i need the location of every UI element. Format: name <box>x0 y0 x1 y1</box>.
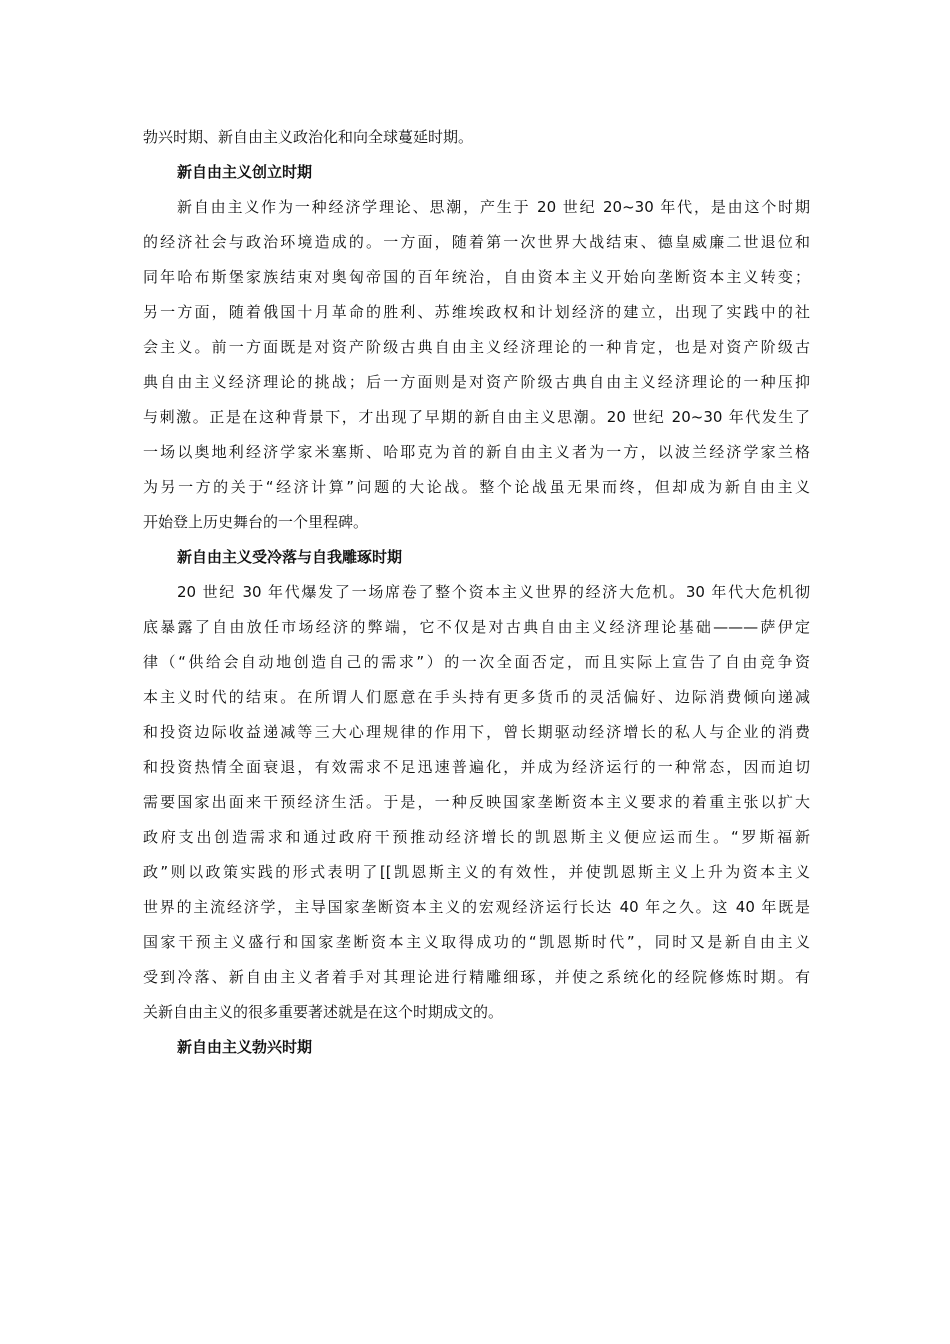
paragraph-line: 的经济社会与政治环境造成的。一方面，随着第一次世界大战结束、德皇威廉二世退位和 <box>143 233 810 251</box>
paragraph-line: 一场以奥地利经济学家米塞斯、哈耶克为首的新自由主义者为一方，以波兰经济学家兰格 <box>143 443 810 461</box>
paragraph-line: 需要国家出面来干预经济生活。于是，一种反映国家垄断资本主义要求的着重主张以扩大 <box>143 793 810 811</box>
paragraph-line: 典自由主义经济理论的挑战；后一方面则是对资产阶级古典自由主义经济理论的一种压抑 <box>143 373 810 391</box>
paragraph-line: 和投资热情全面衰退，有效需求不足迅速普遍化，并成为经济运行的一种常态，因而迫切 <box>143 758 810 776</box>
paragraph-line: 新自由主义作为一种经济学理论、思潮，产生于 20 世纪 20~30 年代，是由这个时期 <box>177 198 810 216</box>
paragraph-line: 政府支出创造需求和通过政府干预推动经济增长的凯恩斯主义便应运而生。“罗斯福新 <box>143 828 810 846</box>
paragraph-line: 受到冷落、新自由主义者着手对其理论进行精雕细琢，并使之系统化的经院修炼时期。有 <box>143 968 810 986</box>
paragraph-line: 开始登上历史舞台的一个里程碑。 <box>143 513 369 531</box>
paragraph-line: 底暴露了自由放任市场经济的弊端，它不仅是对古典自由主义经济理论基础———萨伊定 <box>143 618 810 636</box>
paragraph-line: 20 世纪 30 年代爆发了一场席卷了整个资本主义世界的经济大危机。30 年代大危机彻 <box>177 583 810 601</box>
document-body <box>143 120 810 1065</box>
paragraph-line: 本主义时代的结束。在所谓人们愿意在手头持有更多货币的灵活偏好、边际消费倾向递减 <box>143 688 810 706</box>
paragraph-line: 会主义。前一方面既是对资产阶级古典自由主义经济理论的一种肯定，也是对资产阶级古 <box>143 338 810 356</box>
paragraph-line: 为另一方的关于“经济计算”问题的大论战。整个论战虽无果而终，但却成为新自由主义 <box>143 478 810 496</box>
section-heading: 新自由主义创立时期 <box>177 163 313 181</box>
paragraph-line: 与刺激。正是在这种背景下，才出现了早期的新自由主义思潮。20 世纪 20~30 年代发生了 <box>143 408 810 426</box>
paragraph-line: 同年哈布斯堡家族结束对奥匈帝国的百年统治，自由资本主义开始向垄断资本主义转变； <box>143 268 810 286</box>
paragraph-line: 政”则以政策实践的形式表明了[[凯恩斯主义的有效性，并使凯恩斯主义上升为资本主义 <box>143 863 810 881</box>
paragraph-line: 关新自由主义的很多重要著述就是在这个时期成文的。 <box>143 1003 504 1021</box>
section-heading: 新自由主义受冷落与自我雕琢时期 <box>177 548 403 566</box>
paragraph-line: 国家干预主义盛行和国家垄断资本主义取得成功的“凯恩斯时代”，同时又是新自由主义 <box>143 933 810 951</box>
paragraph-line: 律（“供给会自动地创造自己的需求”）的一次全面否定，而且实际上宣告了自由竞争资 <box>143 653 810 671</box>
paragraph-line: 另一方面，随着俄国十月革命的胜利、苏维埃政权和计划经济的建立，出现了实践中的社 <box>143 303 810 321</box>
section-heading: 新自由主义勃兴时期 <box>177 1038 313 1056</box>
paragraph-line: 世界的主流经济学，主导国家垄断资本主义的宏观经济运行长达 40 年之久。这 40 年既是 <box>143 898 810 916</box>
paragraph-line: 和投资边际收益递减等三大心理规律的作用下，曾长期驱动经济增长的私人与企业的消费 <box>143 723 810 741</box>
paragraph-line: 勃兴时期、新自由主义政治化和向全球蔓延时期。 <box>143 128 474 146</box>
